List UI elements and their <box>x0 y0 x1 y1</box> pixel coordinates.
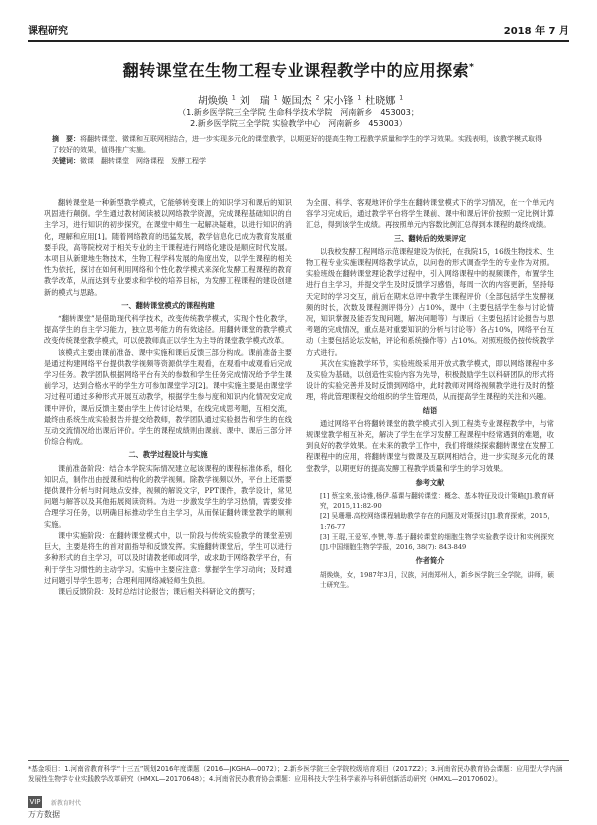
affiliation-line-2: 2.新乡医学院三全学院 实验教学中心 河南新乡 453003） <box>190 119 407 128</box>
abstract <box>52 134 545 167</box>
title-footnote-mark: * <box>469 62 475 73</box>
paragraph: 为全面、科学、客观地评价学生在翻转课堂模式下的学习情况，在一个单元内容学习完成后，通过教学平台将学生课前、课中和课后评价按照一定比例计算汇总，得到该学生成绩。再按照单元内容数比例汇总得到本课程的最终成绩。 <box>306 198 554 230</box>
reference-item: [2] 吴珊珊.高校网络课程辅助教学存在的问题及对策探讨[J].教育探索，2015，1:76-77 <box>320 512 554 531</box>
references-heading: 参考文献 <box>415 477 445 487</box>
author-affil-mark: 1 <box>357 94 362 102</box>
running-header <box>28 24 569 42</box>
keywords-text: 微课 翻转课堂 网络课程 发酵工程学 <box>80 157 206 165</box>
body-columns <box>44 197 556 757</box>
author-affil-mark: 2 <box>315 94 320 102</box>
author-affil-mark: 1 <box>231 94 236 102</box>
author-list <box>0 92 597 107</box>
paragraph: 通过网络平台将翻转课堂的教学模式引入到工程类专业课程教学中，与常规课堂教学相互补充，解决了学生在学习发酵工程课程中经常遇到的难题，收到良好的教学效果。在未来的教学工作中，我们将继续探索翻转课堂在发酵工程课程中的应用，将翻转课堂与微课及互联网相结合，进一步实现多元化的课堂教学，以期更好的提高发酵工程教学质量和学生的学习效果。 <box>306 418 554 473</box>
paragraph: “翻转课堂”是借助现代科学技术，改变传统教学模式，实现个性化教学，提高学生的自主学习能力，独立思考能力的有效途径。用翻转课堂的教学模式改变传统课堂教学模式，可以使教师真正以学生为主导的课堂教学模式改革。 <box>44 314 292 346</box>
logo-side-text: 新教育时代 <box>50 799 81 807</box>
funding-footnote: *基金项目：1.河南省教育科学“十三五”规划2016年度课题（2016—JKGHA—0072）；2.新乡医学院三全学院校级培育项目（2017Z2）；3.河南省民办教育协会课题：应用型大学内涵发展性生物学专业实践教学改革研究（HMXL—20170648）；4.河南省民办教育协会课题：应用科技大学生科学素养与科研创新活动研究（HMXL—20170602）。 <box>28 760 569 784</box>
reference-item: [3] 王琨,王爱军,李赞,等.基于翻转课堂的细胞生物学实验教学设计和实例探究[J].中国细胞生物学学报，2016, 38(7): 843-849 <box>320 532 554 552</box>
section-heading: 三、翻转后的效果评定 <box>394 233 466 243</box>
author-name: 胡焕焕 <box>197 96 228 107</box>
paragraph: 以我校发酵工程网络示范课程建设为依托，在我院15，16级生物技术、生物工程专业实施课程网络教学试点，以问卷的形式调查学生的专业作为对照。实验班级在翻转课堂理论教学过程中，引入网络课程中的视频课件，布置学生进行自主学习，并提交学生及时反馈学习感悟，每周一次的内容更新，坚持每天定时的学习交互，前后在期末总评中教学生课程评价（全部包括学生发酵视频的时长，次数及课程测评得分）占10%，课中（主要包括学生参与讨论情况，知识掌握及能否发现问题，解决问题等）与课后（主要包括讨论报告与思考题的完成情况，重点是对重要知识的分析与讨论等）各占10%，网络平台互动（主要包括论坛发帖，评论和系统操作等）占10%。对照班级仍按传统教学方式进行。 <box>306 246 554 357</box>
affiliation-line-1: （1.新乡医学院三全学院 生命科学技术学院 河南新乡 453003； <box>178 108 419 117</box>
left-column <box>44 197 292 757</box>
section-heading: 结语 <box>422 405 438 415</box>
author-affil-mark: 1 <box>399 94 404 102</box>
paragraph: 翻转课堂是一种新型教学模式，它能够转变课上的知识学习和课后的知识巩固进行颠倒。学生通过教材阅读被以网络教学资源，完成课程基础知识的自主学习，进行知识的初步探究，在课堂中师生一起解决疑难，以进行知识的消化，理解和应用[1]。随着网络教育的迅猛发展，教学信息化已成为教育发展重要手段，高等院校对于相关专业的主干课程进行网络化建设是顺应时代发展。本项目从新建地生物技术，生物工程学科发展的角度出发，以学生课程的相关性为依托，探讨在如何利用网络和个性化教学模式来深化发酵工程课程的教育教学改革，从而达到专业要求和学校的培养目标，为发酵工程课程的建设创建新的模式与思路。 <box>44 198 292 297</box>
paragraph: 课后反馈阶段：及时总结讨论报告；课后相关科研论文的撰写； <box>58 586 260 596</box>
paragraph: 其次在实施教学环节，实验班级采用开放式教学模式，即以网络课程中多及实验为基础，以创造性实验内容为先导，积极鼓励学生以科研团队的形式将设计的实验完善并及时反馈到网络中，此时教师对网络视频教学进行及时的整理，将此管理课程交给组织的学生管理员，从而提高学生课程的关注和兴趣。 <box>306 358 554 402</box>
header-section: 课程研究 <box>28 26 68 37</box>
section-heading: 二、教学过程设计与实施 <box>128 450 208 460</box>
abstract-label: 摘 要： <box>52 135 80 143</box>
reference-item: 胡焕焕，女，1987年3月，汉族，河南郑州人，新乡医学院三全学院，讲师，硕士研究生。 <box>320 570 554 589</box>
header-date: 2018 年 7 月 <box>503 26 569 37</box>
publisher-logo <box>28 796 81 820</box>
abstract-text: 将翻转课堂、微课和互联网相结合，进一步实现多元化的课堂教学，以期更好的提高生物工程教学质量和学生的学习效果。实践表明，该教学模式取得了较好的效果，值得推广实施。 <box>52 135 542 154</box>
references-heading: 作者简介 <box>415 556 445 566</box>
paragraph: 课中实施阶段：在翻转课堂模式中，以一阶段与传统实验教学的课堂差别巨大，主要是将生的首对面指导和反馈发挥。实施翻转课堂后，学生可以进行多种形式的自主学习，可以及时请教老师或同学，或求助于网络教学平台，有利于学生习惯性的主动学习。实施中主要应注意：掌握学生学习动向；及时通过问题引导学生思考；合理利用网络减轻师生负担。 <box>44 530 292 585</box>
paragraph: 课前准备阶段：结合本学院实际情况建立起该课程的课程标准体系，细化知识点，制作出由授课和结构化的教学视频。除教学视频以外，平台上还需要提供课件分析与时间地点安排，视频的解说文字，PPT课件，教学设计，常见问题与解答以及其他拓展阅读资料。为进一步激发学生的学习热情，需要安排合理学习任务，以明确目标推动学生自主学习，从而保证翻转课堂教学的顺利实施。 <box>44 463 292 529</box>
wanfang-brand: 万方数据 <box>28 810 60 819</box>
author-affil-mark: 1 <box>273 94 278 102</box>
right-column <box>306 197 554 757</box>
reference-item: [1] 蔡宝来,张诗雅,杨伊.慕课与翻转课堂：概念、基本特征及设计策略[J].教育研究，2015,11:82-90 <box>320 492 554 511</box>
author-name: 宋小锋 <box>323 96 354 107</box>
author-name: 杜晓娜 <box>365 96 396 107</box>
author-name: 刘 瑞 <box>239 96 270 107</box>
keywords-label: 关键词： <box>52 157 80 165</box>
section-heading: 一、翻转课堂模式的课程构建 <box>121 300 215 310</box>
vip-logo-icon: VIP <box>29 798 41 806</box>
paragraph: 该模式主要由课前准备、课中实施和课后反馈三部分构成。课前准备主要是通过构建网络平台提供教学视频等资源供学生观看，在观看中或观看后完成学习任务。教学团队根据网络平台有关的参数和学生任务完成情况给予学生课前学习，达到合格水平的学生方可参加课堂学习[2]。课中实施主要是由课堂学习过程可通过多种形式开展互动教学，根据学生参与度和知识内化情况安定成课中评价，课后反馈主要由学生上传讨论结果，在线完成思考题，互相交流，最终由系统生成实验报告并提交给教师，教学团队通过实验报告和学生的在线互动交流情况给出课后评价。学生的课程成绩则由课前、课中、课后三部分评价综合构成。 <box>44 347 292 447</box>
article-title: 翻转课堂在生物工程专业课程教学中的应用探索* <box>122 61 475 80</box>
author-name: 姬国杰 <box>281 96 312 107</box>
